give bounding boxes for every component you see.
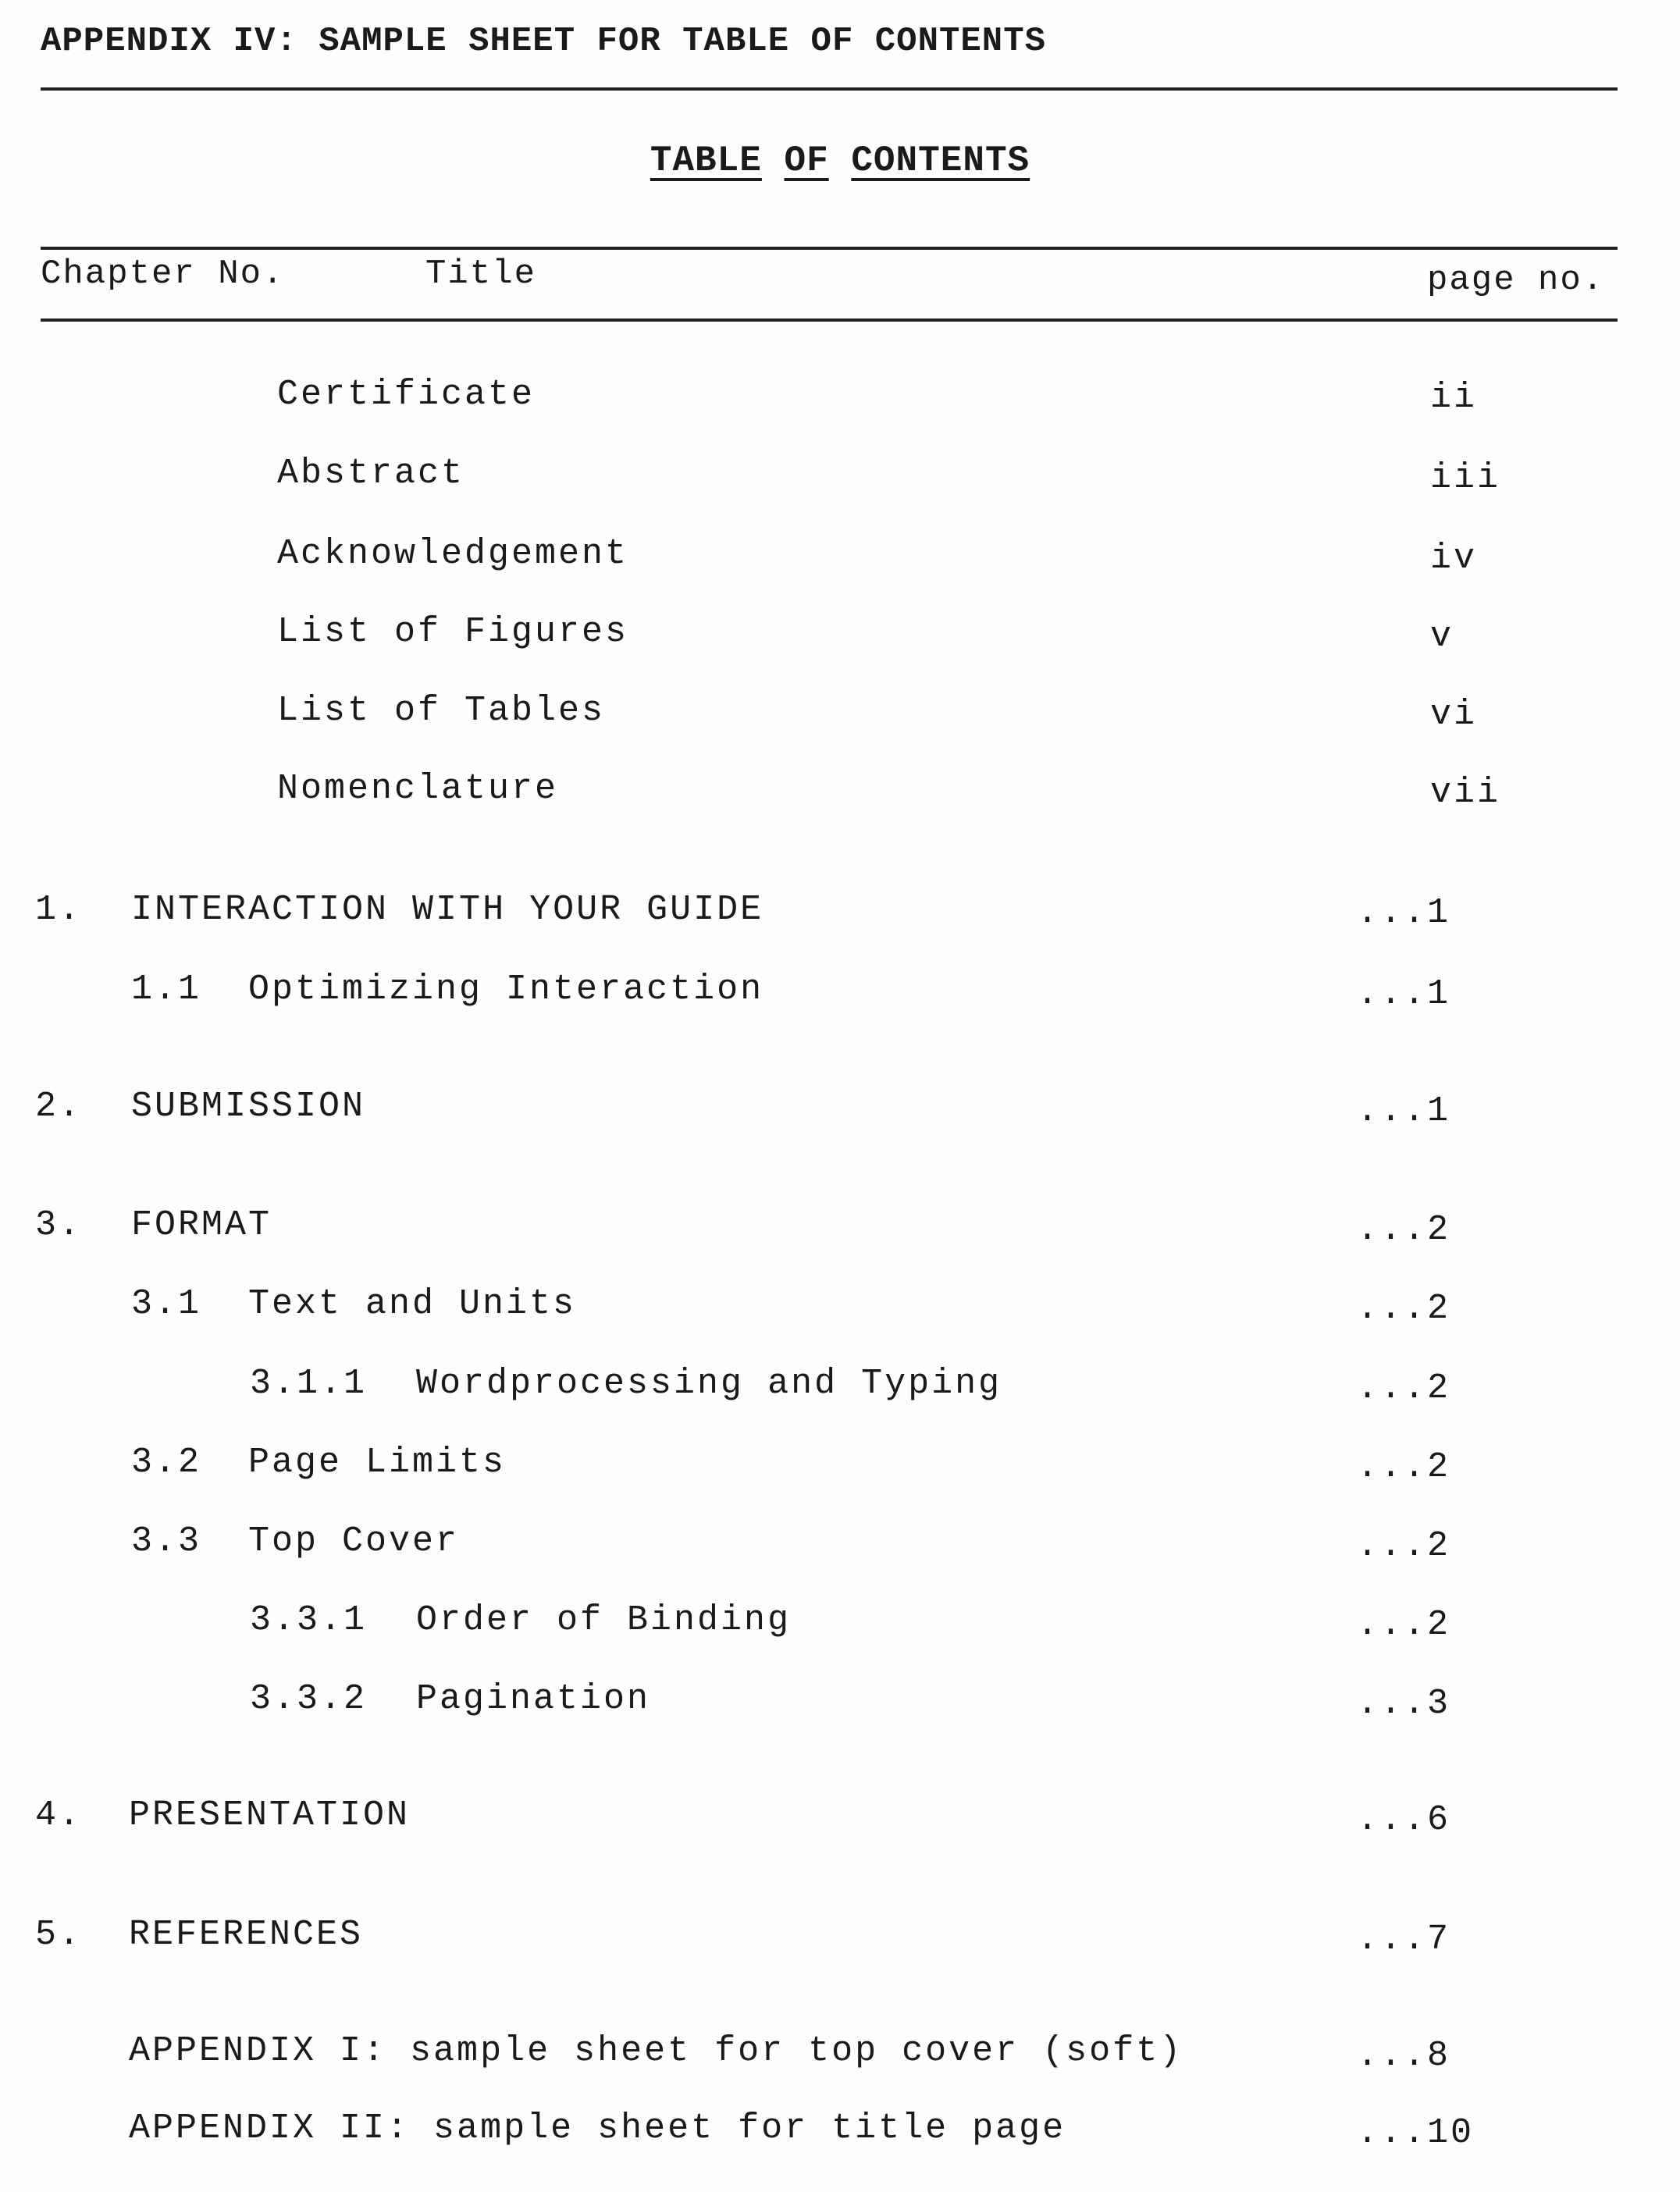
toc-chapter-page: ...2 bbox=[1357, 1210, 1451, 1250]
toc-subsection-page: ...2 bbox=[1357, 1605, 1451, 1645]
toc-chapter-title: REFERENCES bbox=[129, 1915, 364, 1955]
header-top-rule bbox=[41, 247, 1618, 250]
toc-page-abstract: iii bbox=[1430, 458, 1501, 498]
toc-subsection-number: 3.1.1 bbox=[250, 1364, 368, 1404]
toc-section-title: Page Limits bbox=[248, 1443, 507, 1482]
toc-subsection-title: Wordprocessing and Typing bbox=[416, 1364, 1002, 1404]
toc-chapter-title: PRESENTATION bbox=[129, 1795, 411, 1835]
toc-section-page: ...2 bbox=[1357, 1289, 1451, 1329]
toc-subsection-title: Order of Binding bbox=[416, 1600, 792, 1640]
toc-title-word: CONTENTS bbox=[851, 141, 1030, 181]
toc-entry-list-of-tables: List of Tables bbox=[277, 691, 606, 731]
appendix-heading: APPENDIX IV: SAMPLE SHEET FOR TABLE OF CONTENTS bbox=[41, 22, 1047, 61]
toc-title-word: OF bbox=[784, 141, 829, 181]
column-header-page: page no. bbox=[1427, 261, 1605, 300]
toc-section-title: Text and Units bbox=[248, 1284, 577, 1324]
toc-chapter-number: 5. bbox=[35, 1915, 83, 1955]
toc-chapter-page: ...1 bbox=[1357, 1091, 1451, 1131]
toc-page-acknowledgement: iv bbox=[1430, 539, 1478, 578]
toc-appendix-page: ...10 bbox=[1357, 2113, 1475, 2153]
toc-appendix-title: APPENDIX II: sample sheet for title page bbox=[129, 2108, 1066, 2148]
toc-appendix-title: APPENDIX I: sample sheet for top cover (soft) bbox=[129, 2031, 1183, 2071]
top-rule bbox=[41, 87, 1618, 91]
toc-section-title: Optimizing Interaction bbox=[248, 970, 764, 1009]
toc-chapter-title: INTERACTION WITH YOUR GUIDE bbox=[131, 890, 764, 930]
toc-subsection-page: ...3 bbox=[1357, 1684, 1451, 1724]
toc-chapter-number: 1. bbox=[35, 890, 83, 930]
toc-entry-acknowledgement: Acknowledgement bbox=[277, 534, 629, 574]
toc-title-word: TABLE bbox=[650, 141, 762, 181]
toc-chapter-title: FORMAT bbox=[131, 1205, 272, 1245]
toc-entry-nomenclature: Nomenclature bbox=[277, 769, 559, 809]
toc-section-number: 3.1 bbox=[131, 1284, 202, 1324]
toc-chapter-number: 2. bbox=[35, 1087, 83, 1126]
toc-subsection-title: Pagination bbox=[416, 1679, 651, 1719]
toc-chapter-number: 4. bbox=[35, 1795, 83, 1835]
toc-page-list-of-figures: v bbox=[1430, 617, 1454, 657]
toc-subsection-number: 3.3.2 bbox=[250, 1679, 368, 1719]
toc-entry-abstract: Abstract bbox=[277, 454, 465, 493]
column-header-title: Title bbox=[425, 254, 537, 294]
toc-chapter-page: ...1 bbox=[1357, 893, 1451, 933]
toc-section-number: 1.1 bbox=[131, 970, 202, 1009]
toc-subsection-page: ...2 bbox=[1357, 1368, 1451, 1408]
toc-appendix-page: ...8 bbox=[1357, 2036, 1451, 2076]
toc-section-page: ...1 bbox=[1357, 974, 1451, 1014]
toc-chapter-number: 3. bbox=[35, 1205, 83, 1245]
toc-entry-list-of-figures: List of Figures bbox=[277, 612, 629, 652]
toc-section-page: ...2 bbox=[1357, 1526, 1451, 1566]
header-bottom-rule bbox=[41, 318, 1618, 322]
toc-section-title: Top Cover bbox=[248, 1521, 460, 1561]
toc-page-list-of-tables: vi bbox=[1430, 695, 1478, 735]
toc-section-page: ...2 bbox=[1357, 1447, 1451, 1487]
toc-entry-certificate: Certificate bbox=[277, 375, 536, 415]
toc-page-certificate: ii bbox=[1430, 378, 1478, 418]
toc-section-number: 3.3 bbox=[131, 1521, 202, 1561]
column-header-chapter: Chapter No. bbox=[41, 254, 285, 294]
toc-chapter-title: SUBMISSION bbox=[131, 1087, 366, 1126]
toc-title bbox=[0, 141, 1680, 181]
toc-section-number: 3.2 bbox=[131, 1443, 202, 1482]
toc-subsection-number: 3.3.1 bbox=[250, 1600, 368, 1640]
toc-chapter-page: ...6 bbox=[1357, 1800, 1451, 1840]
toc-chapter-page: ...7 bbox=[1357, 1920, 1451, 1959]
toc-page-nomenclature: vii bbox=[1430, 773, 1501, 813]
